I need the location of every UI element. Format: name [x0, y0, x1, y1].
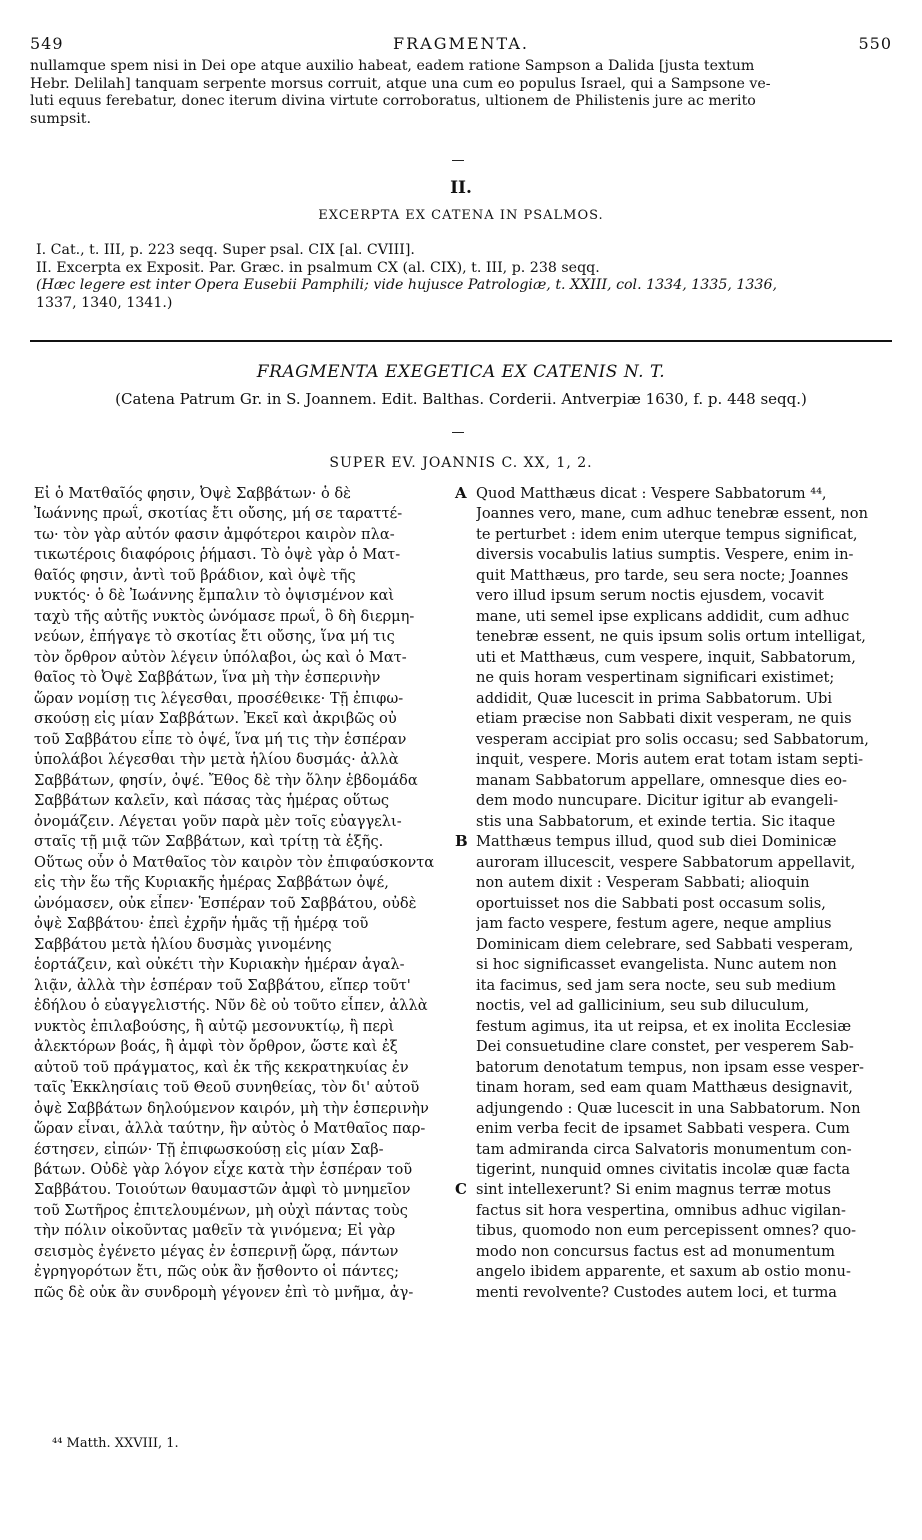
latin-line: Dei consuetudine clare constet, per vesperem Sab- [476, 1038, 854, 1056]
page-number-right: 550 [858, 34, 892, 53]
latin-line: vesperam accipiat pro solis occasu; sed Sabbatorum, [476, 730, 869, 748]
latin-line: stis una Sabbatorum, et exinde tertia. Sic itaque [476, 812, 836, 830]
footnote: ⁴⁴ Matth. XXVIII, 1. [52, 1436, 179, 1451]
latin-line: tibus, quomodo non eum percepissent omnes? quo- [476, 1222, 857, 1240]
page-number-left: 549 [30, 34, 64, 53]
intro-line: luti equus ferebatur, donec iterum divina virtute corroboratus, ultionem de Philistenis jure ac merito [30, 93, 756, 109]
latin-line: Quod Matthæus dicat : Vespere Sabbatorum ⁴⁴, [476, 485, 827, 502]
greek-line: θαῖός φησιν, ἀντὶ τοῦ βράδιον, καὶ ὀψὲ τῆς [34, 566, 356, 584]
latin-line: auroram illucescit, vespere Sabbatorum appellavit, [476, 853, 856, 871]
latin-line: addidit, Quæ lucescit in prima Sabbatorum. Ubi [476, 689, 833, 707]
reference-line: 1337, 1340, 1341.) [36, 294, 173, 311]
greek-line: νυκτός· ὁ δὲ Ἰωάννης ἔμπαλιν τὸ ὀψισμένον καὶ [34, 587, 395, 605]
latin-line: adjungendo : Quæ lucescit in una Sabbatorum. Non [476, 1099, 861, 1117]
latin-line: jam facto vespere, festum agere, neque amplius [476, 915, 832, 933]
greek-line: σταῖς τῇ μιᾷ τῶν Σαββάτων, καὶ τρίτῃ τὰ ἑξῆς. [34, 833, 384, 851]
latin-line: diversis vocabulis latius sumptis. Vespere, enim in- [476, 546, 854, 564]
greek-line: Σαββάτων, φησίν, ὀψέ. Ἔθος δὲ τὴν ὅλην ἑβδομάδα [34, 771, 418, 789]
greek-line: σεισμὸς ἐγένετο μέγας ἐν ἑσπερινῇ ὥρᾳ, πάντων [34, 1242, 399, 1260]
greek-line: ὀψὲ Σαββάτου· ἐπεὶ ἐχρῆν ἡμᾶς τῇ ἡμέρᾳ τοῦ [34, 915, 369, 933]
greek-line: ὥραν νομίσῃ τις λέγεσθαι, προσέθεικε· Τῇ ἐπιφω- [34, 689, 404, 707]
greek-line: έστησεν, εἰπών· Τῇ ἐπιφωσκούσῃ εἰς μίαν Σαβ- [34, 1140, 384, 1158]
latin-line: tenebræ essent, ne quis ipsum solis ortum intelligat, [476, 628, 866, 646]
greek-line: τοῦ Σαββάτου εἶπε τὸ ὀψέ, ἵνα μή τις τὴν ἑσπέραν [34, 730, 407, 748]
greek-line: ὥραν εἶναι, ἀλλὰ ταύτην, ἣν αὐτὸς ὁ Ματθαῖος παρ- [34, 1120, 426, 1138]
intro-line: nullamque spem nisi in Dei ope atque auxilio habeat, eadem ratione Sampson a Dalida [justa textum [30, 58, 755, 74]
latin-line: inquit, vespere. Moris autem erat totam istam septi- [476, 751, 864, 769]
greek-line: νεύων, ἐπήγαγε τὸ σκοτίας ἔτι οὔσης, ἵνα μή τις [34, 628, 395, 646]
latin-line: modo non concursus factus est ad monumentum [476, 1242, 835, 1260]
latin-line: uti et Matthæus, cum vespere, inquit, Sabbatorum, [476, 648, 856, 666]
greek-line: λιᾷν, ἀλλὰ τὴν ἑσπέραν τοῦ Σαββάτου, εἴπερ τοῦτ' [34, 976, 411, 994]
latin-line: dem modo nuncupare. Dicitur igitur ab evangeli- [476, 792, 839, 810]
greek-line: ἑορτάζειν, καὶ οὐκέτι τὴν Κυριακὴν ἡμέραν ἀγαλ- [34, 956, 405, 974]
latin-line: oportuisset nos die Sabbati post occasum solis, [476, 894, 826, 912]
latin-line: menti revolvente? Custodes autem loci, et turma [476, 1283, 837, 1301]
greek-line: Σαββάτου μετὰ ἡλίου δυσμὰς γινομένης [34, 935, 332, 953]
greek-line: πῶς δὲ οὐκ ἂν συνδρομὴ γέγονεν ἐπὶ τὸ μνῆμα, ἀγ- [34, 1283, 414, 1301]
latin-line: tigerint, nunquid omnes civitatis incolæ quæ facta [476, 1160, 851, 1178]
latin-line: Matthæus tempus illud, quod sub diei Dominicæ [476, 833, 837, 851]
reference-line: I. Cat., t. III, p. 223 seqq. Super psal. CIX [al. CVIII]. [36, 242, 415, 258]
latin-line: quit Matthæus, pro tarde, seu sera nocte; Joannes [476, 566, 849, 584]
section-title: EXCERPTA EX CATENA IN PSALMOS. [318, 208, 604, 223]
latin-line: mane, uti semel ipse explicans addidit, cum adhuc [476, 607, 850, 625]
latin-line: enim verba fecit de ipsamet Sabbati vespera. Cum [476, 1120, 850, 1138]
greek-line: ἐδήλου ὁ εὐαγγελιστής. Νῦν δὲ οὐ τοῦτο εἶπεν, ἀλλὰ [34, 997, 428, 1015]
latin-line: ita facimus, sed jam sera nocte, seu sub medium [476, 976, 836, 994]
reference-line: II. Excerpta ex Exposit. Par. Græc. in psalmum CX (al. CIX), t. III, p. 238 seqq. [36, 259, 600, 276]
running-header [30, 34, 892, 54]
margin-mark-a: A [455, 484, 467, 502]
latin-line: batorum denotatum tempus, non ipsam esse vesper- [476, 1058, 864, 1076]
greek-line: νυκτὸς ἐπιλαβούσης, ἢ αὐτῷ μεσονυκτίῳ, ἢ περὶ [34, 1017, 395, 1035]
intro-line: sumpsit. [30, 110, 91, 127]
latin-column [476, 484, 892, 1303]
latin-line: manam Sabbatorum appellare, omnesque dies eo- [476, 771, 847, 789]
separator-dash [452, 160, 464, 161]
greek-line: τὸν ὄρθρον αὐτὸν λέγειν ὑπόλαβοι, ὡς καὶ ὁ Ματ- [34, 648, 407, 666]
greek-line: ἀλεκτόρων βοάς, ἢ ἀμφὶ τὸν ὄρθρον, ὥστε καὶ ἐξ [34, 1038, 398, 1056]
greek-line: ὠνόμασεν, οὐκ εἶπεν· Ἑσπέραν τοῦ Σαββάτου, οὐδὲ [34, 894, 417, 912]
latin-line: sint intellexerunt? Si enim magnus terræ motus [476, 1181, 832, 1199]
latin-line: vero illud ipsum serum noctis ejusdem, vocavit [476, 587, 824, 605]
greek-line: ταῖς Ἐκκλησίαις τοῦ Θεοῦ συνηθείας, τὸν δι' αὐτοῦ [34, 1079, 420, 1097]
reference-line: (Hæc legere est inter Opera Eusebii Pamphili; vide hujusce Patrologiæ, t. XXIII, col. 1334, 1335, 1336, [36, 277, 777, 293]
latin-line: angelo ibidem apparente, et saxum ab ostio monu- [476, 1263, 851, 1281]
latin-line: festum agimus, ita ut reipsa, et ex inolita Ecclesiæ [476, 1017, 852, 1035]
greek-line: ὑπολάβοι λέγεσθαι τὴν μετὰ ἡλίου δυσμάς· ἀλλὰ [34, 751, 399, 769]
greek-line: Σαββάτου. Τοιούτων θαυμαστῶν ἀμφὶ τὸ μνημεῖον [34, 1181, 411, 1199]
greek-column [34, 484, 448, 1303]
intro-line: Hebr. Delilah] tanquam serpente morsus corruit, atque una cum eo populus Israel, qui a Sampsone ve- [30, 75, 771, 92]
separator-dash [452, 432, 464, 433]
greek-line: βάτων. Οὐδὲ γὰρ λόγον εἶχε κατὰ τὴν ἑσπέραν τοῦ [34, 1160, 413, 1178]
margin-mark-b: B [455, 832, 468, 850]
latin-line: tam admiranda circa Salvatoris monumentum con- [476, 1140, 852, 1158]
running-title: FRAGMENTA. [393, 34, 529, 53]
latin-line: non autem dixit : Vesperam Sabbati; alioquin [476, 874, 810, 892]
latin-line: Joannes vero, mane, cum adhuc tenebræ essent, non [476, 505, 868, 523]
latin-line: Dominicam diem celebrare, sed Sabbati vesperam, [476, 935, 854, 953]
greek-line: ἐγρηγορότων ἔτι, πῶς οὐκ ἂν ᾔσθοντο οἱ πάντες; [34, 1263, 400, 1281]
latin-line: si hoc significasset evangelista. Nunc autem non [476, 956, 837, 974]
greek-line: τικωτέροις διαφόροις ῥήμασι. Τὸ ὀψὲ γὰρ ὁ Ματ- [34, 546, 401, 564]
section-rule [30, 340, 892, 342]
greek-line: Οὕτως οὖν ὁ Ματθαῖος τὸν καιρὸν τὸν ἐπιφαύσκοντα [34, 853, 435, 871]
margin-mark-c: C [455, 1180, 467, 1198]
greek-line: σκούσῃ εἰς μίαν Σαββάτων. Ἐκεῖ καὶ ἀκριβῶς οὐ [34, 710, 397, 728]
chapter-heading: SUPER EV. JOANNIS C. XX, 1, 2. [329, 455, 593, 471]
latin-line: tinam horam, sed eam quam Matthæus designavit, [476, 1079, 853, 1097]
latin-line: te perturbet : idem enim uterque tempus significat, [476, 525, 858, 543]
greek-line: θαῖος τὸ Ὀψὲ Σαββάτων, ἵνα μὴ τὴν ἑσπερινὴν [34, 669, 381, 687]
latin-line: ne quis horam vespertinam significari existimet; [476, 669, 835, 687]
greek-line: Εἰ ὁ Ματθαῖός φησιν, Ὀψὲ Σαββάτων· ὁ δὲ [34, 485, 352, 502]
section-number: II. [450, 178, 472, 198]
greek-line: τοῦ Σωτῆρος ἐπιτελουμένων, μὴ οὐχὶ πάντας τοὺς [34, 1201, 408, 1219]
greek-line: εἰς τὴν ἕω τῆς Κυριακῆς ἡμέρας Σαββάτων ὀψέ, [34, 874, 389, 892]
greek-line: Ἰωάννης πρωΐ, σκοτίας ἔτι οὔσης, μή σε ταραττέ- [34, 505, 403, 523]
greek-line: ταχὺ τῆς αὐτῆς νυκτὸς ὠνόμασε πρωΐ, ὃ δὴ διερμη- [34, 607, 415, 625]
greek-line: τὴν πόλιν οἰκοῦντας μαθεῖν τὰ γινόμενα; Εἰ γὰρ [34, 1222, 396, 1240]
greek-line: ὀνομάζειν. Λέγεται γοῦν παρὰ μὲν τοῖς εὐαγγελι- [34, 812, 402, 830]
greek-line: ὀψὲ Σαββάτων δηλούμενον καιρόν, μὴ τὴν ἑσπερινὴν [34, 1099, 429, 1117]
latin-line: factus sit hora vespertina, omnibus adhuc vigilan- [476, 1201, 846, 1219]
greek-line: Σαββάτων καλεῖν, καὶ πάσας τὰς ἡμέρας οὕτως [34, 792, 390, 810]
reference-list [36, 242, 896, 312]
greek-line: αὐτοῦ τοῦ πράγματος, καὶ ἐκ τῆς κεκρατηκυίας ἐν [34, 1058, 409, 1076]
intro-paragraph [30, 58, 892, 128]
latin-line: noctis, vel ad gallicinium, seu sub diluculum, [476, 997, 810, 1015]
greek-line: τω· τὸν γὰρ αὐτόν φασιν ἀμφότεροι καιρὸν πλα- [34, 525, 395, 543]
main-title: FRAGMENTA EXEGETICA EX CATENIS N. T. [256, 362, 666, 382]
latin-line: etiam præcise non Sabbati dixit vesperam, ne quis [476, 710, 852, 728]
catena-source: (Catena Patrum Gr. in S. Joannem. Edit. Balthas. Corderii. Antverpiæ 1630, f. p. 448 seqq.) [115, 390, 807, 408]
